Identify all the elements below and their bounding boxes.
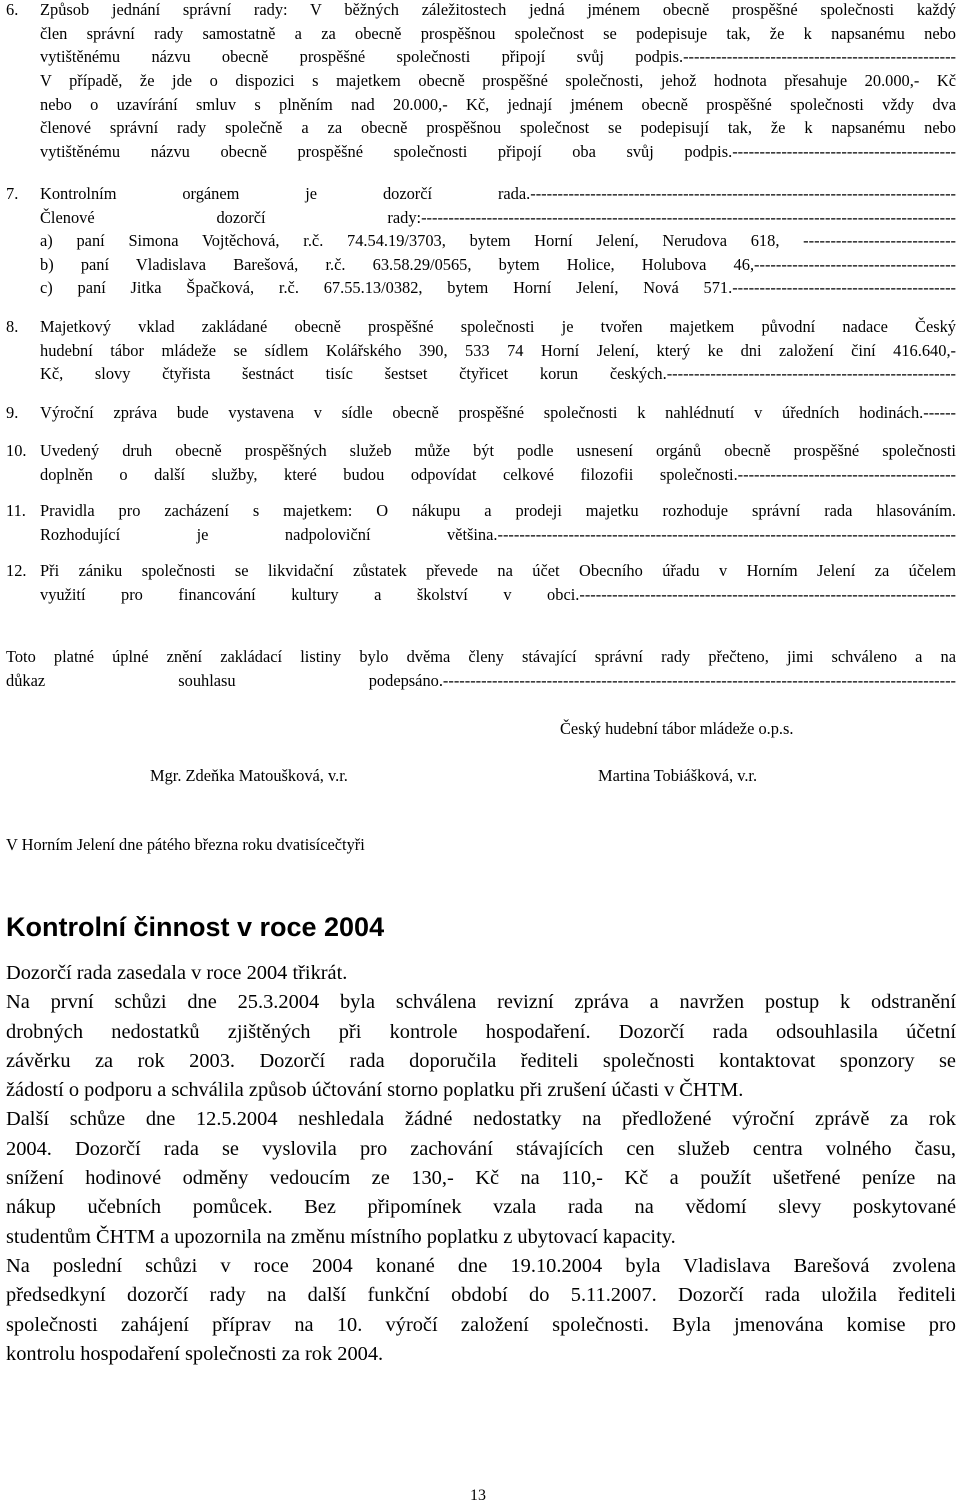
text-line: společnosti zahájení příprav na 10. výročí založení společnosti. Byla jmenována komise pro xyxy=(6,1313,956,1336)
text-line: Členové dozorčí rady:-------------------------------------------------------------------------------------------------- xyxy=(40,207,956,227)
text-line: Způsob jednání správní rady: V běžných záležitostech jedná jménem obecně prospěšné společnosti každý xyxy=(40,0,956,19)
signatory-left: Mgr. Zdeňka Matoušková, v.r. xyxy=(150,766,348,785)
list-item: a) paní Simona Vojtěchová, r.č. 74.54.19/3703, bytem Horní Jelení, Nerudova 618, ---------------------------- xyxy=(40,231,956,250)
section-6 xyxy=(6,0,956,69)
text-line: Majetkový vklad zakládané obecně prospěšné společnosti je tvořen majetkem původní nadace Český xyxy=(40,317,956,336)
text-line: snížení hodinové odměny vedoucím ze 130,- Kč na 110,- Kč a použít ušetřené peníze na xyxy=(6,1167,956,1190)
text-line: Výroční zpráva bude vystavena v sídle obecně prospěšné společnosti k nahlédnutí v úředních hodinách.------ xyxy=(40,403,956,422)
text-line: kontrolu hospodaření společnosti za rok 2004. xyxy=(6,1342,384,1365)
text-line: členové správní rady společně a za obecně prospěšnou společnost se podepisují tak, že k napsanému nebo xyxy=(40,118,956,138)
text-line: Uvedený druh obecně prospěšných služeb může být podle usnesení orgánů obecně prospěšné společnosti xyxy=(40,441,956,460)
text-line: Kontrolním orgánem je dozorčí rada.------------------------------------------------------------------------------ xyxy=(40,184,956,203)
section-number: 10. xyxy=(6,441,27,460)
closing-statement xyxy=(6,645,956,692)
section-number: 12. xyxy=(6,561,27,580)
text-line: studentům ČHTM a upozornila na změnu místního poplatku z ubytovací kapacity. xyxy=(6,1225,676,1248)
text-line: Na první schůzi dne 25.3.2004 byla schválena revizní zpráva a navržen postup k odstranění xyxy=(6,991,956,1014)
text-line: hudební tábor mládeže se sídlem Kolářského 390, 533 74 Horní Jelení, který ke dni založení činí 416.640,- xyxy=(40,340,956,360)
text-line: nákup učebních pomůcek. Bez připomínek vzala rada na vědomí slevy poskytované xyxy=(6,1196,956,1219)
section-number: 11. xyxy=(6,501,26,520)
signatory-right: Martina Tobiášková, v.r. xyxy=(598,766,758,785)
list-item: c) paní Jitka Špačková, r.č. 67.55.13/0382, bytem Horní Jelení, Nová 571.----------------------------------------- xyxy=(40,278,956,298)
text-line: 2004. Dozorčí rada se vyslovila pro zachování stávajících cen služeb centra volného času, xyxy=(6,1137,956,1160)
text-line: člen správní rady samostatně a za obecně prospěšnou společnost se podepisuje tak, že k napsanému nebo xyxy=(40,23,956,43)
text-line: důkaz souhlasu podepsáno.---------------------------------------------------------------------------------------------- xyxy=(6,670,956,690)
text-line: vytištěnému názvu obecně prospěšné společnosti připojí svůj podpis.-------------------------------------------------- xyxy=(40,47,956,67)
section-number: 8. xyxy=(6,317,19,336)
text-line: Na poslední schůzi v roce 2004 konané dne 19.10.2004 byla Vladislava Barešová zvolena xyxy=(6,1254,956,1277)
text-line: Pravidla pro zacházení s majetkem: O nákupu a prodeji majetku rozhoduje správní rada hlasováním. xyxy=(40,501,956,520)
text-line: V případě, že jde o dispozici s majetkem obecně prospěšné společnosti, jehož hodnota přesahuje 20.000,- Kč xyxy=(40,71,956,90)
section-12 xyxy=(6,559,956,606)
section-7 xyxy=(6,182,956,229)
text-line: vytištěnému názvu obecně prospěšné společnosti připojí oba svůj podpis.----------------------------------------- xyxy=(40,141,956,161)
text-line: využití pro financování kultury a školství v obci.--------------------------------------------------------------------- xyxy=(40,584,956,604)
section-number: 9. xyxy=(6,403,19,422)
section-8 xyxy=(6,315,956,386)
text-line: nebo o uzavírání smluv s plněním nad 20.000,- Kč, jednají jménem obecně prospěšné společnosti vždy dva xyxy=(40,94,956,114)
report-body xyxy=(6,959,956,1369)
list-item: b) paní Vladislava Barešová, r.č. 63.58.29/0565, bytem Holice, Holubova 46,------------------------------------- xyxy=(40,254,956,274)
section-10 xyxy=(6,439,956,486)
text-line: žádostí o podporu a schválila způsob účtování storno poplatku při zrušení účasti v ČHTM. xyxy=(6,1079,744,1102)
text-line: doplněn o další služby, které budou odpovídat celkové filozofii společnosti.---------------------------------------- xyxy=(40,464,956,484)
page-number: 13 xyxy=(470,1487,486,1504)
text-line: závěrku za rok 2003. Dozorčí rada doporučila řediteli společnosti kontaktovat sponzory se xyxy=(6,1049,956,1072)
text-line: Toto platné úplné znění zakládací listiny bylo dvěma členy stávající správní rady přečteno, jimi schváleno a na xyxy=(6,647,956,666)
section-number: 6. xyxy=(6,0,19,19)
text-line: Dozorčí rada zasedala v roce 2004 třikrát. xyxy=(6,962,348,984)
text-line: drobných nedostatků zjištěných při kontrole hospodaření. Dozorčí rada odsouhlasila účetní xyxy=(6,1020,956,1043)
text-line: Při zániku společnosti se likvidační zůstatek převede na účet Obecního úřadu v Horním Jelení za účelem xyxy=(40,561,956,580)
section-9 xyxy=(6,401,956,425)
board-members-list xyxy=(40,229,956,300)
text-line: předsedkyní dozorčí rady na další funkční období do 5.11.2007. Dozorčí rada uložila řediteli xyxy=(6,1284,956,1307)
section-6-continued xyxy=(40,69,956,163)
text-line: Rozhodující je nadpoloviční většina.------------------------------------------------------------------------------------ xyxy=(40,524,956,544)
report-title: Kontrolní činnost v roce 2004 xyxy=(6,912,385,942)
text-line: Kč, slovy čtyřista šestnáct tisíc šestset čtyřicet korun českých.----------------------------------------------------- xyxy=(40,364,956,384)
organization-name: Český hudební tábor mládeže o.p.s. xyxy=(560,719,794,738)
section-11 xyxy=(6,499,956,546)
date-place: V Horním Jelení dne pátého března roku dvatisícečtyři xyxy=(6,835,365,854)
text-line: Další schůze dne 12.5.2004 neshledala žádné nedostatky na předložené výroční zprávě za rok xyxy=(6,1108,956,1131)
section-number: 7. xyxy=(6,184,19,203)
